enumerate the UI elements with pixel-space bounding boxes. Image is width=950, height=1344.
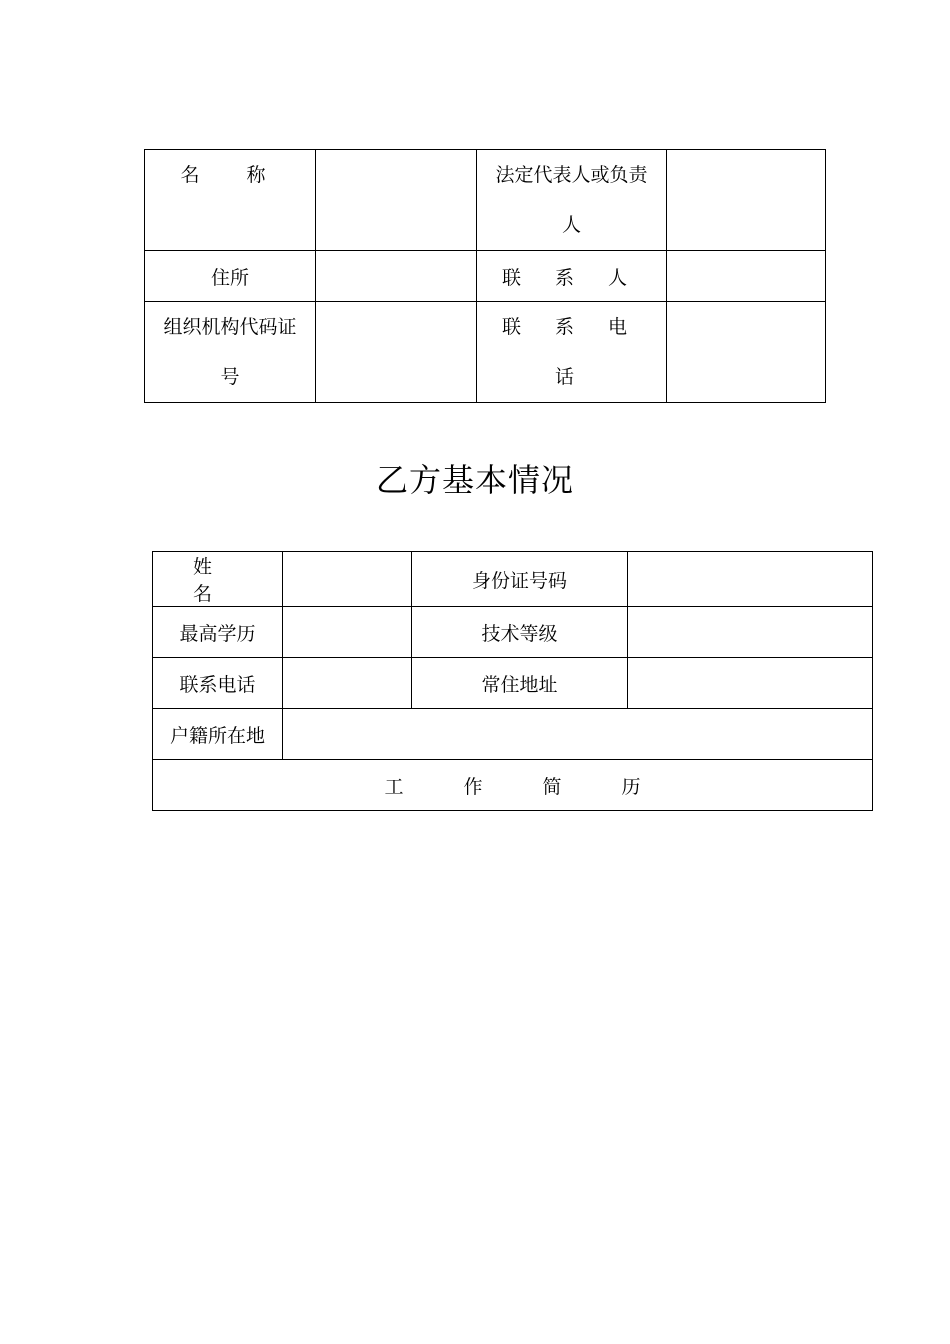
org-code-label-line1: 组织机构代码证 xyxy=(163,316,297,338)
legal-rep-label-line1: 法定代表人或负责 xyxy=(495,164,648,186)
party-b-tech-level-label: 技术等级 xyxy=(412,607,628,658)
party-a-phone-field[interactable] xyxy=(667,302,826,403)
party-b-residence-label: 常住地址 xyxy=(412,658,628,709)
party-a-org-code-field[interactable] xyxy=(316,302,477,403)
party-b-name-field[interactable] xyxy=(283,552,412,607)
party-a-name-label: 名 称 xyxy=(145,150,316,251)
party-a-name-field[interactable] xyxy=(316,150,477,251)
party-b-phone-field[interactable] xyxy=(283,658,412,709)
party-b-name-label: 姓 名 xyxy=(153,552,283,607)
legal-rep-label-line2: 人 xyxy=(561,214,581,236)
party-a-info-table xyxy=(144,149,826,403)
party-b-residence-field[interactable] xyxy=(628,658,873,709)
party-b-education-field[interactable] xyxy=(283,607,412,658)
party-b-info-table xyxy=(152,551,873,811)
party-a-contact-field[interactable] xyxy=(667,251,826,302)
party-a-phone-label: 联 系 电 话 xyxy=(477,302,667,403)
party-b-work-history-header: 工作简历 xyxy=(153,760,873,811)
party-a-legal-rep-label xyxy=(477,150,667,251)
party-b-id-field[interactable] xyxy=(628,552,873,607)
party-a-address-field[interactable] xyxy=(316,251,477,302)
party-b-id-label: 身份证号码 xyxy=(412,552,628,607)
party-b-education-label: 最高学历 xyxy=(153,607,283,658)
party-a-legal-rep-field[interactable] xyxy=(667,150,826,251)
party-b-tech-level-field[interactable] xyxy=(628,607,873,658)
party-a-org-code-label xyxy=(145,302,316,403)
party-a-address-label: 住所 xyxy=(145,251,316,302)
party-b-phone-label: 联系电话 xyxy=(153,658,283,709)
org-code-label-line2: 号 xyxy=(220,366,240,388)
party-b-section-title: 乙方基本情况 xyxy=(375,461,574,499)
party-b-household-label: 户籍所在地 xyxy=(153,709,283,760)
party-a-contact-label: 联 系 人 xyxy=(477,251,667,302)
party-b-household-field[interactable] xyxy=(283,709,873,760)
